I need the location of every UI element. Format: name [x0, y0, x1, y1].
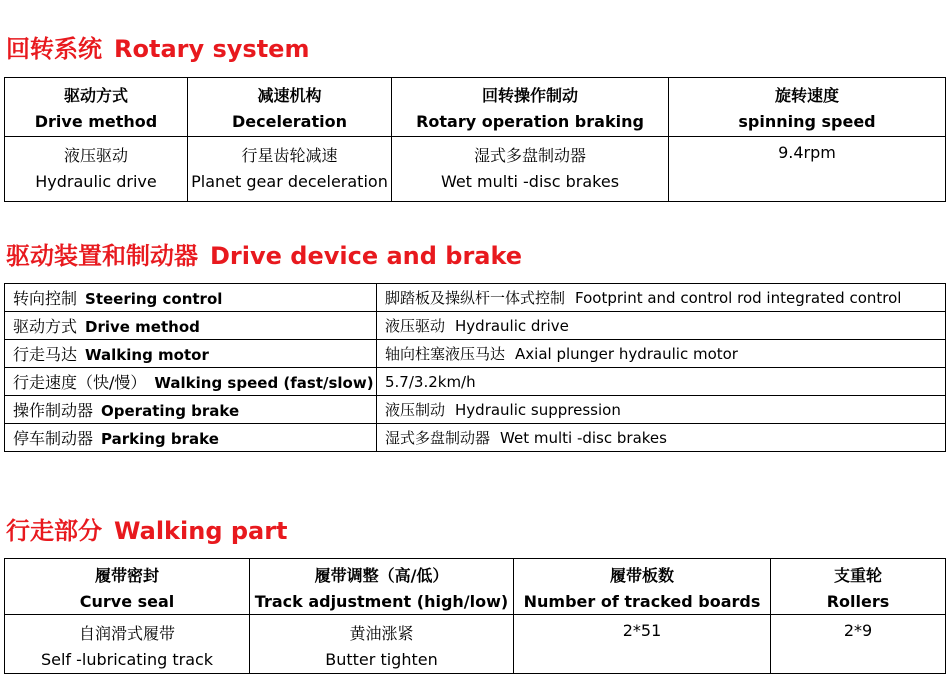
value-cell: 液压驱动 Hydraulic drive — [377, 312, 946, 340]
key-cell: 转向控制 Steering control — [5, 284, 377, 312]
value-cell: 自润滑式履带 Self -lubricating track — [5, 615, 250, 674]
rotary-spec-table — [4, 77, 946, 202]
value-cell: 轴向柱塞液压马达 Axial plunger hydraulic motor — [377, 340, 946, 368]
key-cell: 行走马达 Walking motor — [5, 340, 377, 368]
header-cell: 履带板数 Number of tracked boards — [514, 559, 771, 615]
drive-title-zh: 驱动装置和制动器 — [6, 242, 198, 270]
value-cell: 9.4rpm — [669, 137, 946, 202]
key-cell: 停车制动器 Parking brake — [5, 424, 377, 452]
table-row — [5, 284, 946, 312]
key-cell: 操作制动器 Operating brake — [5, 396, 377, 424]
value-cell: 湿式多盘制动器 Wet multi -disc brakes — [392, 137, 669, 202]
walking-section-title — [6, 519, 288, 543]
value-cell: 2*9 — [771, 615, 946, 674]
walking-title-zh: 行走部分 — [6, 517, 102, 545]
table-row — [5, 312, 946, 340]
value-cell: 黄油涨紧 Butter tighten — [250, 615, 514, 674]
table-row — [5, 424, 946, 452]
header-cell: 减速机构 Deceleration — [188, 78, 392, 137]
table-header-row — [5, 78, 946, 137]
header-cell: 旋转速度 spinning speed — [669, 78, 946, 137]
header-cell: 履带密封 Curve seal — [5, 559, 250, 615]
table-row — [5, 396, 946, 424]
header-cell: 回转操作制动 Rotary operation braking — [392, 78, 669, 137]
rotary-section-title — [6, 37, 309, 61]
value-cell: 行星齿轮减速 Planet gear deceleration — [188, 137, 392, 202]
value-cell: 5.7/3.2km/h — [377, 368, 946, 396]
table-row — [5, 368, 946, 396]
header-cell: 履带调整（高/低） Track adjustment (high/low) — [250, 559, 514, 615]
value-cell: 脚踏板及操纵杆一体式控制 Footprint and control rod integrated control — [377, 284, 946, 312]
header-cell: 支重轮 Rollers — [771, 559, 946, 615]
value-cell: 湿式多盘制动器 Wet multi -disc brakes — [377, 424, 946, 452]
drive-section-title — [6, 244, 522, 268]
drive-spec-table — [4, 283, 946, 452]
value-cell: 2*51 — [514, 615, 771, 674]
table-row — [5, 137, 946, 202]
drive-title-en: Drive device and brake — [210, 242, 523, 270]
walking-title-en: Walking part — [114, 517, 288, 545]
table-row — [5, 615, 946, 674]
table-row — [5, 340, 946, 368]
header-cell: 驱动方式 Drive method — [5, 78, 188, 137]
rotary-title-en: Rotary system — [114, 35, 310, 63]
value-cell: 液压制动 Hydraulic suppression — [377, 396, 946, 424]
key-cell: 驱动方式 Drive method — [5, 312, 377, 340]
key-cell: 行走速度（快/慢） Walking speed (fast/slow) — [5, 368, 377, 396]
walking-spec-table — [4, 558, 946, 674]
value-cell: 液压驱动 Hydraulic drive — [5, 137, 188, 202]
rotary-title-zh: 回转系统 — [6, 35, 102, 63]
table-header-row — [5, 559, 946, 615]
